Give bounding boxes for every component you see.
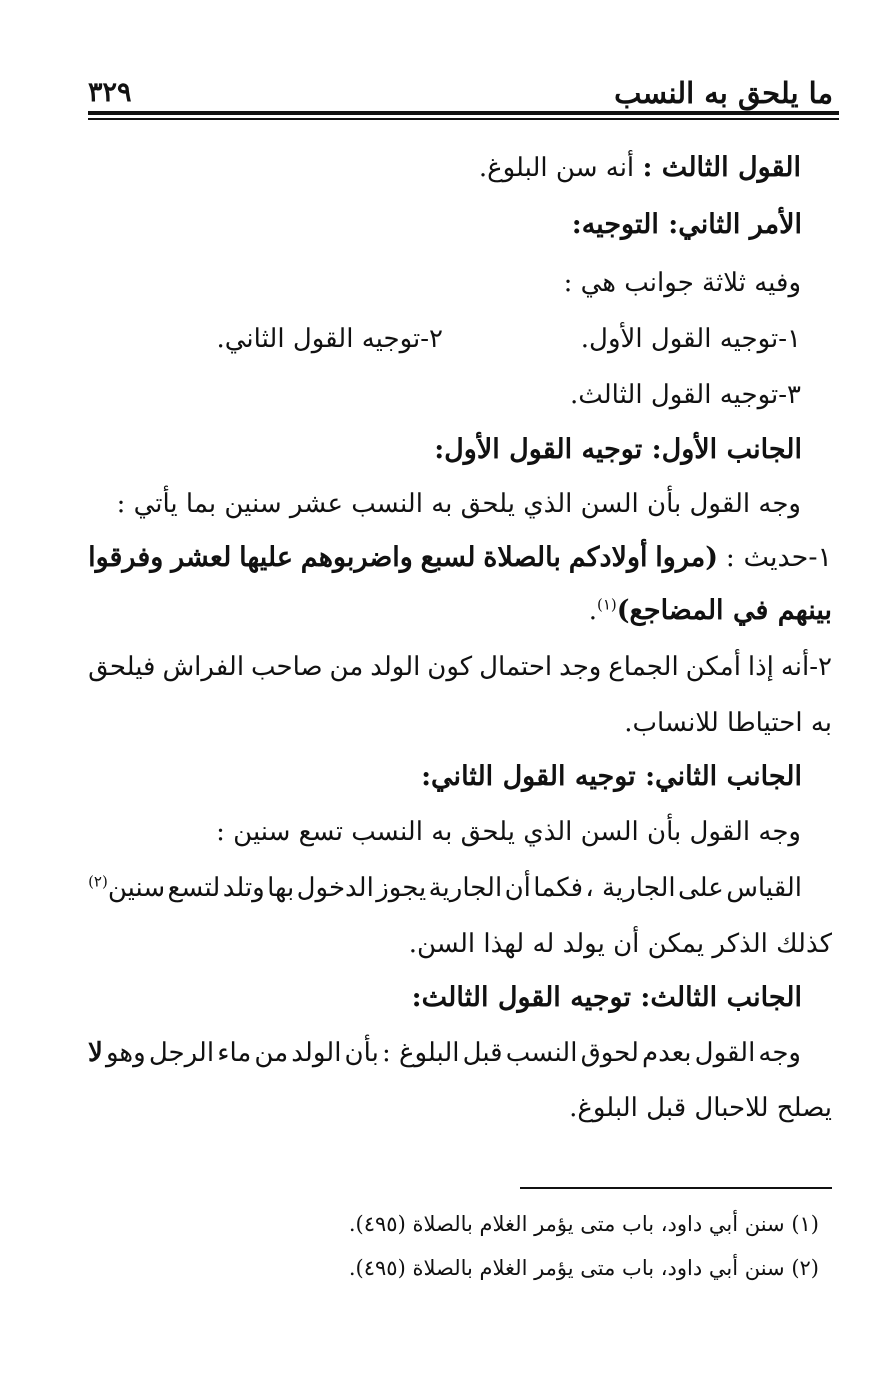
aspect-3: ٣-توجيه القول الثالث.: [569, 380, 801, 410]
first-aspect-heading: الجانب الأول: توجيه القول الأول:: [434, 434, 802, 465]
point-2-word: كون: [427, 652, 473, 682]
aspects-intro: وفيه ثلاثة جوانب هي :: [563, 268, 801, 298]
aspect-1: ١-توجيه القول الأول.: [580, 324, 801, 354]
hadith-line-2-text: بينهم في المضاجع): [616, 595, 832, 626]
third-aspect-line-2: يصلح للاحبال قبل البلوغ.: [569, 1093, 832, 1123]
third-aspect-word: بأن: [344, 1038, 379, 1068]
third-aspect-word: القول: [694, 1038, 756, 1068]
analogy-word: الجارية: [428, 873, 503, 903]
analogy-word: الجارية ،: [585, 873, 676, 903]
analogy-word: لتسع: [167, 873, 221, 903]
analogy-line-1: [88, 869, 832, 909]
hadith-line-1: [88, 539, 832, 579]
analogy-word: بها: [267, 873, 295, 903]
point-2-word: ٢-أنه: [780, 652, 832, 682]
third-aspect-word: وهو: [106, 1038, 146, 1068]
header-rule-thick: [88, 111, 839, 115]
third-opinion-label: القول الثالث :: [642, 152, 801, 183]
third-aspect-word: البلوغ :: [381, 1038, 460, 1068]
third-aspect-word: الولد: [291, 1038, 342, 1068]
third-opinion-line: [479, 151, 801, 185]
third-aspect-word: الرجل: [148, 1038, 215, 1068]
analogy-word: يجوز: [376, 873, 427, 903]
running-title: ما يلحق به النسب: [614, 76, 833, 110]
analogy-word: الدخول: [296, 873, 374, 903]
point-2-word: من: [329, 652, 364, 682]
analogy-word: أن: [504, 873, 531, 903]
footnote-ref-1: (١): [596, 595, 617, 614]
third-aspect-word: قبل: [462, 1038, 503, 1068]
hadith-line-2: [589, 594, 832, 628]
analogy-line-2: كذلك الذكر يمكن أن يولد له لهذا السن.: [408, 929, 832, 959]
third-aspect-word: النسب: [505, 1038, 578, 1068]
third-opinion-text: أنه سن البلوغ.: [478, 153, 635, 183]
third-aspect-word: لحوق: [580, 1038, 639, 1068]
point-2-word: الولد: [370, 652, 421, 682]
point-2-word: فيلحق: [88, 652, 156, 682]
footnote-2: (٢) سنن أبي داود، باب متى يؤمر الغلام بالصلاة (٤٩٥).: [348, 1256, 819, 1280]
analogy-word: وتلد: [222, 873, 265, 903]
analogy-last-word: [88, 869, 165, 907]
point-2-line-2: به احتياطا للانساب.: [624, 708, 832, 738]
point-2-word: وجد: [559, 652, 602, 682]
point-2-word: احتمال: [479, 652, 553, 682]
first-aspect-intro: وجه القول بأن السن الذي يلحق به النسب عشر سنين بما يأتي :: [116, 489, 801, 519]
hadith-word: واضربوهم: [300, 542, 413, 573]
hadith-word: بالصلاة: [483, 542, 561, 573]
second-aspect-intro: وجه القول بأن السن الذي يلحق به النسب تسع سنين :: [216, 817, 801, 847]
hadith-line-2-period: .: [588, 596, 597, 626]
footnote-separator: [520, 1187, 832, 1189]
analogy-word: سنين: [107, 873, 166, 903]
analogy-word: على: [678, 873, 724, 903]
third-aspect-word: بعدم: [642, 1038, 692, 1068]
third-aspect-word: لا: [88, 1038, 103, 1068]
point-2-word: الجماع: [608, 652, 679, 682]
aspect-2: ٢-توجيه القول الثاني.: [216, 324, 443, 354]
second-aspect-heading: الجانب الثاني: توجيه القول الثاني:: [421, 761, 802, 792]
analogy-word: فكما: [533, 873, 584, 903]
analogy-word: القياس: [726, 873, 802, 903]
third-aspect-word: وجه: [758, 1038, 801, 1068]
point-2-word: إذا: [747, 652, 774, 682]
footnote-1: (١) سنن أبي داود، باب متى يؤمر الغلام بالصلاة (٤٩٥).: [348, 1212, 819, 1236]
running-header: [88, 72, 833, 112]
third-aspect-word: ماء: [217, 1038, 252, 1068]
hadith-word: ١-حديث :: [725, 542, 832, 573]
hadith-word: وفرقوا: [88, 542, 164, 573]
third-aspect-line-1: [88, 1034, 801, 1074]
third-aspect-word: من: [254, 1038, 289, 1068]
point-2-word: أمكن: [685, 652, 741, 682]
hadith-word: لسبع: [420, 542, 476, 573]
hadith-word: (مروا: [655, 542, 718, 573]
second-matter-heading: الأمر الثاني: التوجيه:: [571, 209, 802, 240]
hadith-word: أولادكم: [568, 542, 648, 573]
third-aspect-heading: الجانب الثالث: توجيه القول الثالث:: [411, 982, 802, 1013]
point-2-word: صاحب: [250, 652, 323, 682]
hadith-word: لعشر: [171, 542, 232, 573]
footnote-ref-2: (٢): [88, 872, 108, 891]
point-2-word: الفراش: [162, 652, 245, 682]
point-2-line-1: [88, 648, 832, 688]
page-number: ٣٢٩: [88, 77, 132, 108]
hadith-word: عليها: [239, 542, 293, 573]
header-rule-thin: [88, 118, 839, 120]
